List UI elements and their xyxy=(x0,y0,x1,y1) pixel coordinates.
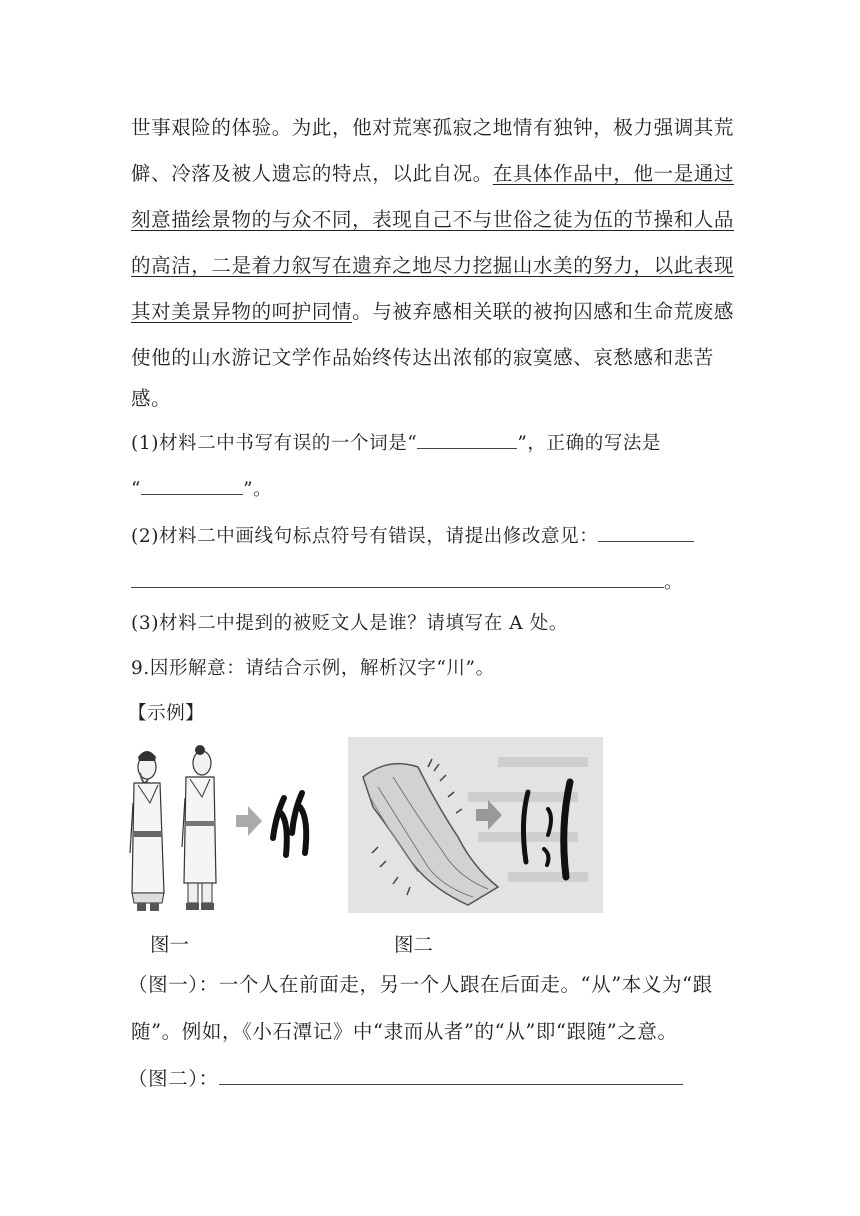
question-2-text: 。 xyxy=(664,572,684,593)
answer-blank-figure-2[interactable] xyxy=(219,1066,683,1085)
explain-line-3 xyxy=(128,1066,732,1091)
passage-text: 僻、冷落及被人遗忘的特点，以此自况。 xyxy=(131,162,493,185)
question-1-line-1 xyxy=(131,430,732,456)
underlined-sentence: 在具体作品中，他一是通过 xyxy=(492,162,735,185)
underlined-sentence: 的高洁，二是着力叙写在遗弃之地尽力挖掘山水美的努力，以此表现 xyxy=(131,254,735,277)
passage-text: 。与被弃感相关联的被拘囚感和生命荒废感 xyxy=(352,300,735,323)
answer-blank-punctuation-cont[interactable] xyxy=(131,569,664,588)
right-arrow-icon xyxy=(236,806,262,836)
ancient-cong-glyph xyxy=(273,793,306,855)
example-label: 【示例】 xyxy=(128,703,205,724)
passage-line-3 xyxy=(131,208,735,232)
walking-man-icon xyxy=(182,745,216,910)
answer-blank-punctuation[interactable] xyxy=(598,523,694,542)
explain-label: （图二）： xyxy=(128,1067,219,1090)
question-1-text: (1)材料二中书写有误的一个词是“ xyxy=(131,433,418,454)
question-1-text: “ xyxy=(131,479,142,500)
figure-2-caption: 图二 xyxy=(394,933,434,956)
question-2-line-2 xyxy=(131,569,732,595)
question-1-line-2 xyxy=(131,476,732,502)
figure-1-image xyxy=(128,743,318,918)
answer-blank-wrong-word[interactable] xyxy=(417,430,517,449)
passage-line-1: 世事艰险的体验。为此，他对荒寒孤寂之地情有独钟，极力强调其荒 xyxy=(131,116,735,139)
passage-line-7: 感。 xyxy=(131,387,172,410)
question-1-text: ”。 xyxy=(243,479,273,500)
question-2-line-1 xyxy=(131,523,732,549)
explain-line-2: 随”。例如，《小石潭记》中“隶而从者”的“从”即“跟随”之意。 xyxy=(131,1020,678,1043)
passage-line-6: 使他的山水游记文学作品始终传达出浓郁的寂寞感、哀愁感和悲苦 xyxy=(131,346,714,369)
question-3: (3)材料二中提到的被贬文人是谁？请填写在 A 处。 xyxy=(131,613,568,634)
question-1-text: ”，正确的写法是 xyxy=(517,433,662,454)
underlined-sentence: 其对美景异物的呵护同情 xyxy=(131,300,353,323)
walking-man-icon xyxy=(130,751,164,911)
passage-line-4 xyxy=(131,254,735,278)
question-9: 9.因形解意：请结合示例，解析汉字“川”。 xyxy=(131,658,495,679)
figure-1-caption: 图一 xyxy=(150,933,190,956)
passage-line-5 xyxy=(131,300,735,324)
passage-line-2 xyxy=(131,162,735,186)
question-2-text: (2)材料二中画线句标点符号有错误，请提出修改意见： xyxy=(131,526,599,547)
explain-line-1: （图一）：一个人在前面走，另一个人跟在后面走。“从”本义为“跟 xyxy=(128,973,713,996)
underlined-sentence: 刻意描绘景物的与众不同，表现自己不与世俗之徒为伍的节操和人品 xyxy=(131,208,735,231)
figure-2-image xyxy=(348,737,603,913)
answer-blank-correct-word[interactable] xyxy=(141,476,243,495)
